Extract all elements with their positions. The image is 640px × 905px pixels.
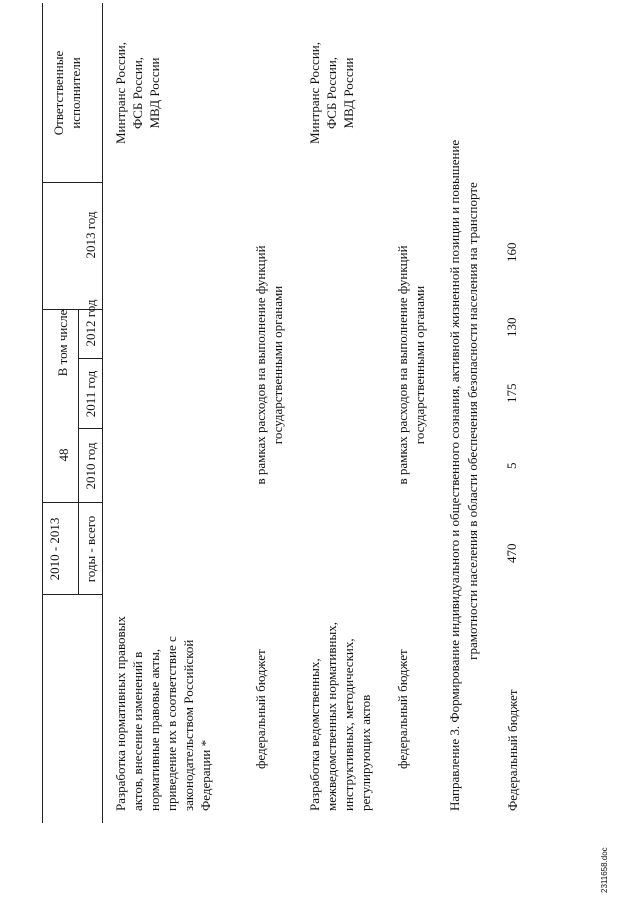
direction-heading-line-2: грамотности населения в области обеспечения безопасности населения на транспорте bbox=[465, 182, 480, 660]
row2-title: Разработка ведомственных, межведомственных нормативных, инструктивных, методических, регулирующих актов bbox=[307, 622, 373, 811]
row1-budget-label: федеральный бюджет bbox=[253, 649, 268, 769]
header-year-2013: 2013 год bbox=[83, 211, 98, 259]
header-year-2012: 2012 год bbox=[83, 299, 98, 347]
header-responsible-2: исполнители bbox=[68, 57, 83, 129]
header-bottom-border bbox=[102, 3, 103, 823]
header-responsible-1: Ответственные bbox=[51, 50, 66, 136]
row1-responsible: Минтранс России, ФСБ России, МВД России bbox=[113, 42, 162, 144]
header-including: В том числе bbox=[55, 309, 70, 377]
federal-2012-value: 130 bbox=[504, 317, 519, 337]
header-years-total: годы - всего bbox=[83, 515, 98, 583]
federal-2013-value: 160 bbox=[504, 242, 519, 262]
table-top-border bbox=[42, 3, 43, 823]
row2-budget-note: в рамках расходов на выполнение функций государственными органами bbox=[395, 245, 427, 485]
row1-budget-note: в рамках расходов на выполнение функций государственными органами bbox=[253, 245, 285, 485]
header-period: 2010 - 2013 bbox=[47, 517, 62, 581]
row2-budget-label: федеральный бюджет bbox=[395, 649, 410, 769]
federal-2011-value: 175 bbox=[504, 383, 519, 403]
federal-budget-label: Федеральный бюджет bbox=[505, 689, 520, 811]
page-number: 48 bbox=[56, 448, 71, 462]
header-year-2010: 2010 год bbox=[83, 442, 98, 490]
row2-responsible: Минтранс России, ФСБ России, МВД России bbox=[307, 42, 356, 144]
document-code: 2311658.doc bbox=[600, 847, 609, 893]
row1-title: Разработка нормативных правовых актов, внесение изменений в нормативные правовые акты, приведение их в соответствие с законодательством Российской Федерации * bbox=[113, 616, 213, 811]
direction-heading-line-1: Направление 3. Формирование индивидуального и общественного сознания, активной жизненной позиции и повышение bbox=[447, 139, 462, 811]
federal-2010-value: 5 bbox=[504, 462, 519, 469]
header-year-2011: 2011 год bbox=[83, 370, 98, 418]
header-divider-1 bbox=[78, 310, 79, 595]
federal-total-value: 470 bbox=[504, 543, 519, 563]
